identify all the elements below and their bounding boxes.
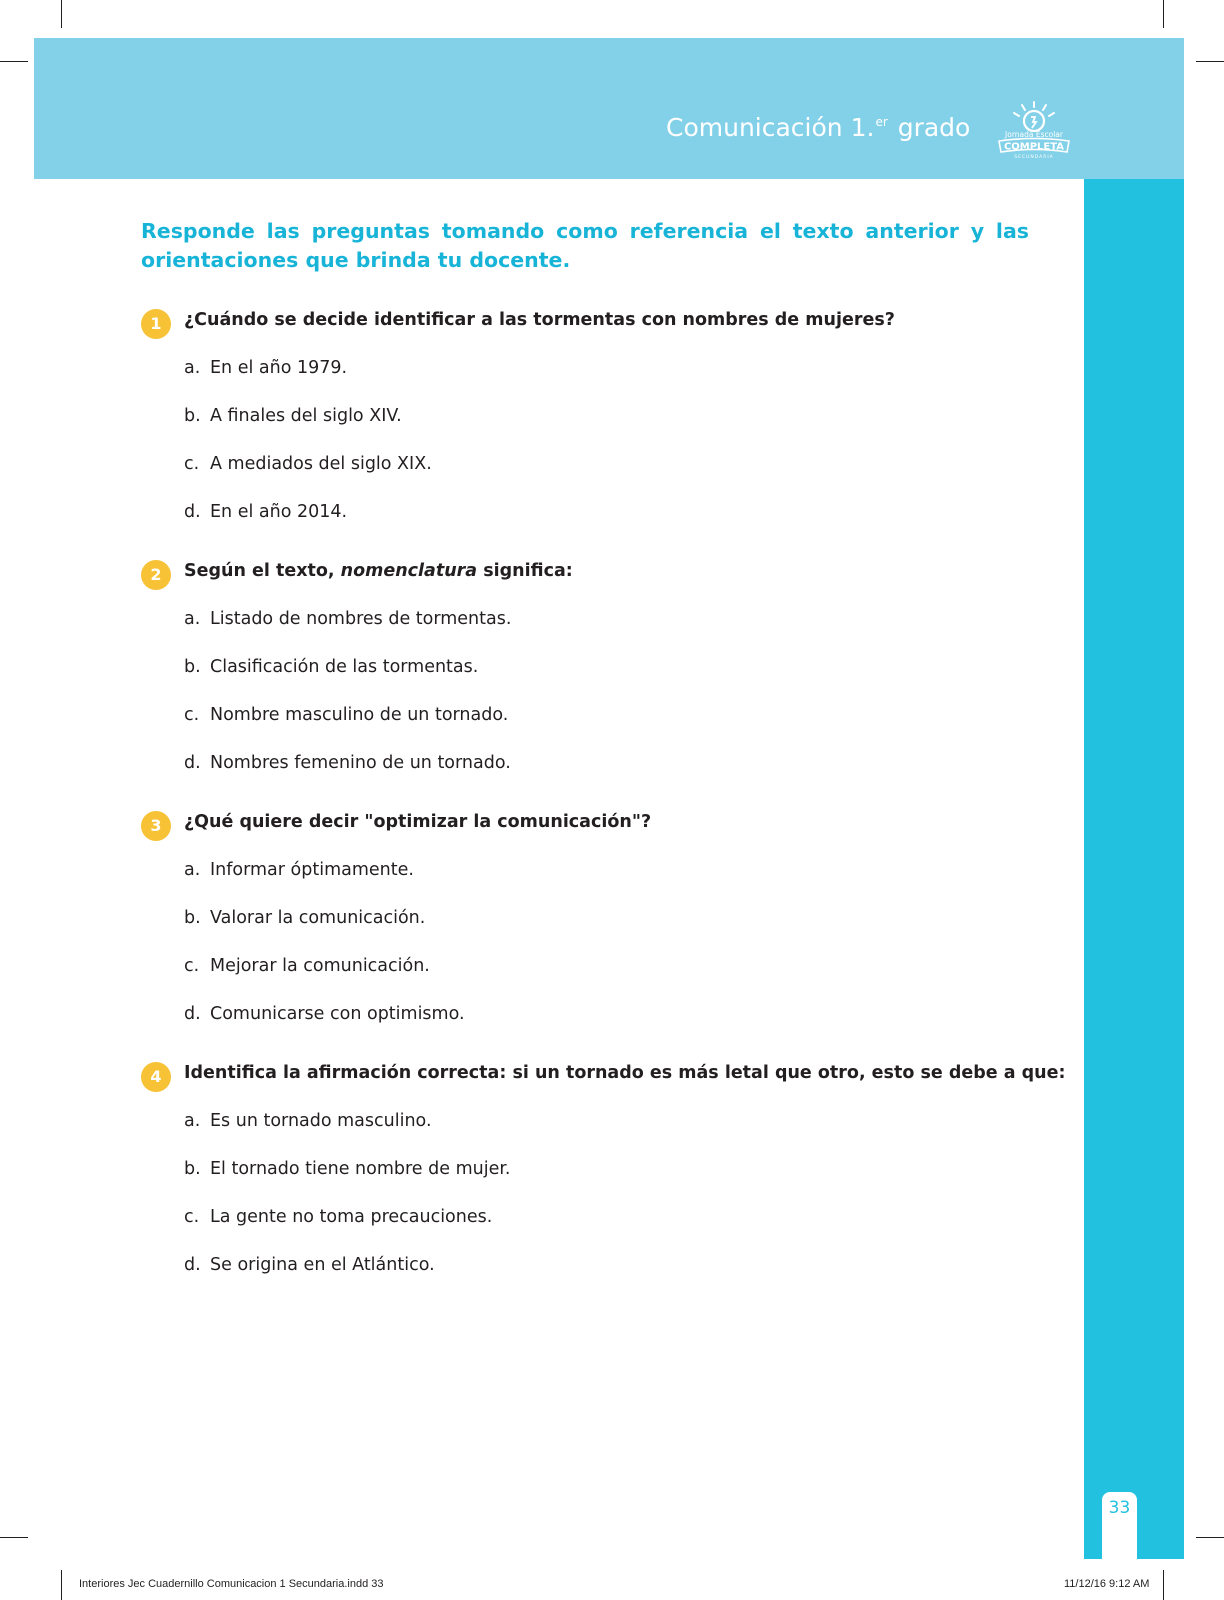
option-text: En el año 2014.	[210, 502, 348, 522]
answer-option[interactable]	[184, 1159, 511, 1179]
option-text: Mejorar la comunicación.	[210, 956, 430, 976]
question-text-end: significa:	[477, 561, 573, 581]
answer-option[interactable]	[184, 956, 430, 976]
question-text: ¿Cuándo se decide identificar a las tormentas con nombres de mujeres?	[184, 310, 895, 330]
answer-option[interactable]	[184, 908, 425, 928]
option-letter: a.	[184, 358, 201, 378]
answer-option[interactable]	[184, 1111, 432, 1131]
crop-mark	[1196, 1537, 1224, 1538]
page-number: 33	[1108, 1498, 1131, 1518]
option-letter: c.	[184, 956, 200, 976]
option-text: Se origina en el Atlántico.	[210, 1255, 435, 1275]
footer-file-info: Interiores Jec Cuadernillo Comunicacion 1 Secundaria.indd 33	[79, 1578, 384, 1590]
question-text	[184, 561, 573, 581]
sun-bulb-logo-icon	[994, 100, 1074, 160]
option-letter: a.	[184, 860, 201, 880]
option-letter: a.	[184, 609, 201, 629]
logo-line2: COMPLETA	[1003, 141, 1065, 153]
crop-mark	[1163, 0, 1164, 28]
answer-option[interactable]	[184, 502, 347, 522]
answer-option[interactable]	[184, 406, 402, 426]
crop-mark	[0, 1537, 28, 1538]
option-letter: d.	[184, 1255, 201, 1275]
crop-mark	[1163, 1570, 1164, 1600]
instructions: Responde las preguntas tomando como referencia el texto anterior y las orientaciones que brinda tu docente.	[141, 219, 1029, 272]
question-number-badge: 4	[141, 1062, 171, 1092]
answer-option[interactable]	[184, 1255, 435, 1275]
option-letter: b.	[184, 1159, 201, 1179]
answer-option[interactable]	[184, 1207, 492, 1227]
question-number-badge: 2	[141, 560, 171, 590]
answer-option[interactable]	[184, 860, 414, 880]
header-grade: grado	[897, 113, 971, 142]
question-number-badge: 3	[141, 811, 171, 841]
option-letter: b.	[184, 908, 201, 928]
crop-mark	[0, 61, 28, 62]
option-text: Es un tornado masculino.	[210, 1111, 432, 1131]
header-superscript: er	[875, 115, 888, 129]
question-text-emphasis: nomenclatura	[340, 561, 478, 581]
option-letter: c.	[184, 1207, 200, 1227]
jornada-escolar-completa-logo	[994, 100, 1074, 160]
option-text: La gente no toma precauciones.	[210, 1207, 493, 1227]
option-letter: d.	[184, 1004, 201, 1024]
option-text: Nombres femenino de un tornado.	[210, 753, 511, 773]
answer-option[interactable]	[184, 454, 432, 474]
crop-mark	[1196, 61, 1224, 62]
question-number-badge: 1	[141, 309, 171, 339]
option-text: A mediados del siglo XIX.	[210, 454, 432, 474]
side-strip	[1084, 179, 1184, 1559]
option-letter: d.	[184, 753, 201, 773]
option-letter: c.	[184, 705, 200, 725]
crop-mark	[61, 1570, 62, 1600]
answer-option[interactable]	[184, 705, 508, 725]
option-text: Clasificación de las tormentas.	[210, 657, 479, 677]
crop-mark	[61, 0, 62, 28]
option-letter: a.	[184, 1111, 201, 1131]
logo-line3: SECUNDARIA	[1014, 155, 1054, 160]
option-letter: c.	[184, 454, 200, 474]
option-letter: d.	[184, 502, 201, 522]
option-text: En el año 1979.	[210, 358, 348, 378]
option-text: Informar óptimamente.	[210, 860, 414, 880]
option-letter: b.	[184, 406, 201, 426]
header-title	[666, 113, 970, 142]
option-text: Listado de nombres de tormentas.	[210, 609, 512, 629]
question-text: ¿Qué quiere decir "optimizar la comunicación"?	[184, 812, 652, 832]
question-text: Identifica la afirmación correcta: si un tornado es más letal que otro, esto se debe a que:	[184, 1063, 1066, 1083]
option-text: Valorar la comunicación.	[210, 908, 426, 928]
option-text: A finales del siglo XIV.	[210, 406, 402, 426]
answer-option[interactable]	[184, 358, 347, 378]
header-subject: Comunicación 1.	[666, 113, 875, 142]
answer-option[interactable]	[184, 609, 511, 629]
answer-option[interactable]	[184, 753, 511, 773]
logo-line1: Jornada Escolar	[1005, 130, 1063, 139]
option-text: Nombre masculino de un tornado.	[210, 705, 509, 725]
answer-option[interactable]	[184, 1004, 465, 1024]
footer-datetime: 11/12/16 9:12 AM	[1064, 1578, 1150, 1590]
option-letter: b.	[184, 657, 201, 677]
answer-option[interactable]	[184, 657, 478, 677]
question-text-start: Según el texto,	[184, 561, 341, 581]
option-text: El tornado tiene nombre de mujer.	[210, 1159, 511, 1179]
option-text: Comunicarse con optimismo.	[210, 1004, 465, 1024]
